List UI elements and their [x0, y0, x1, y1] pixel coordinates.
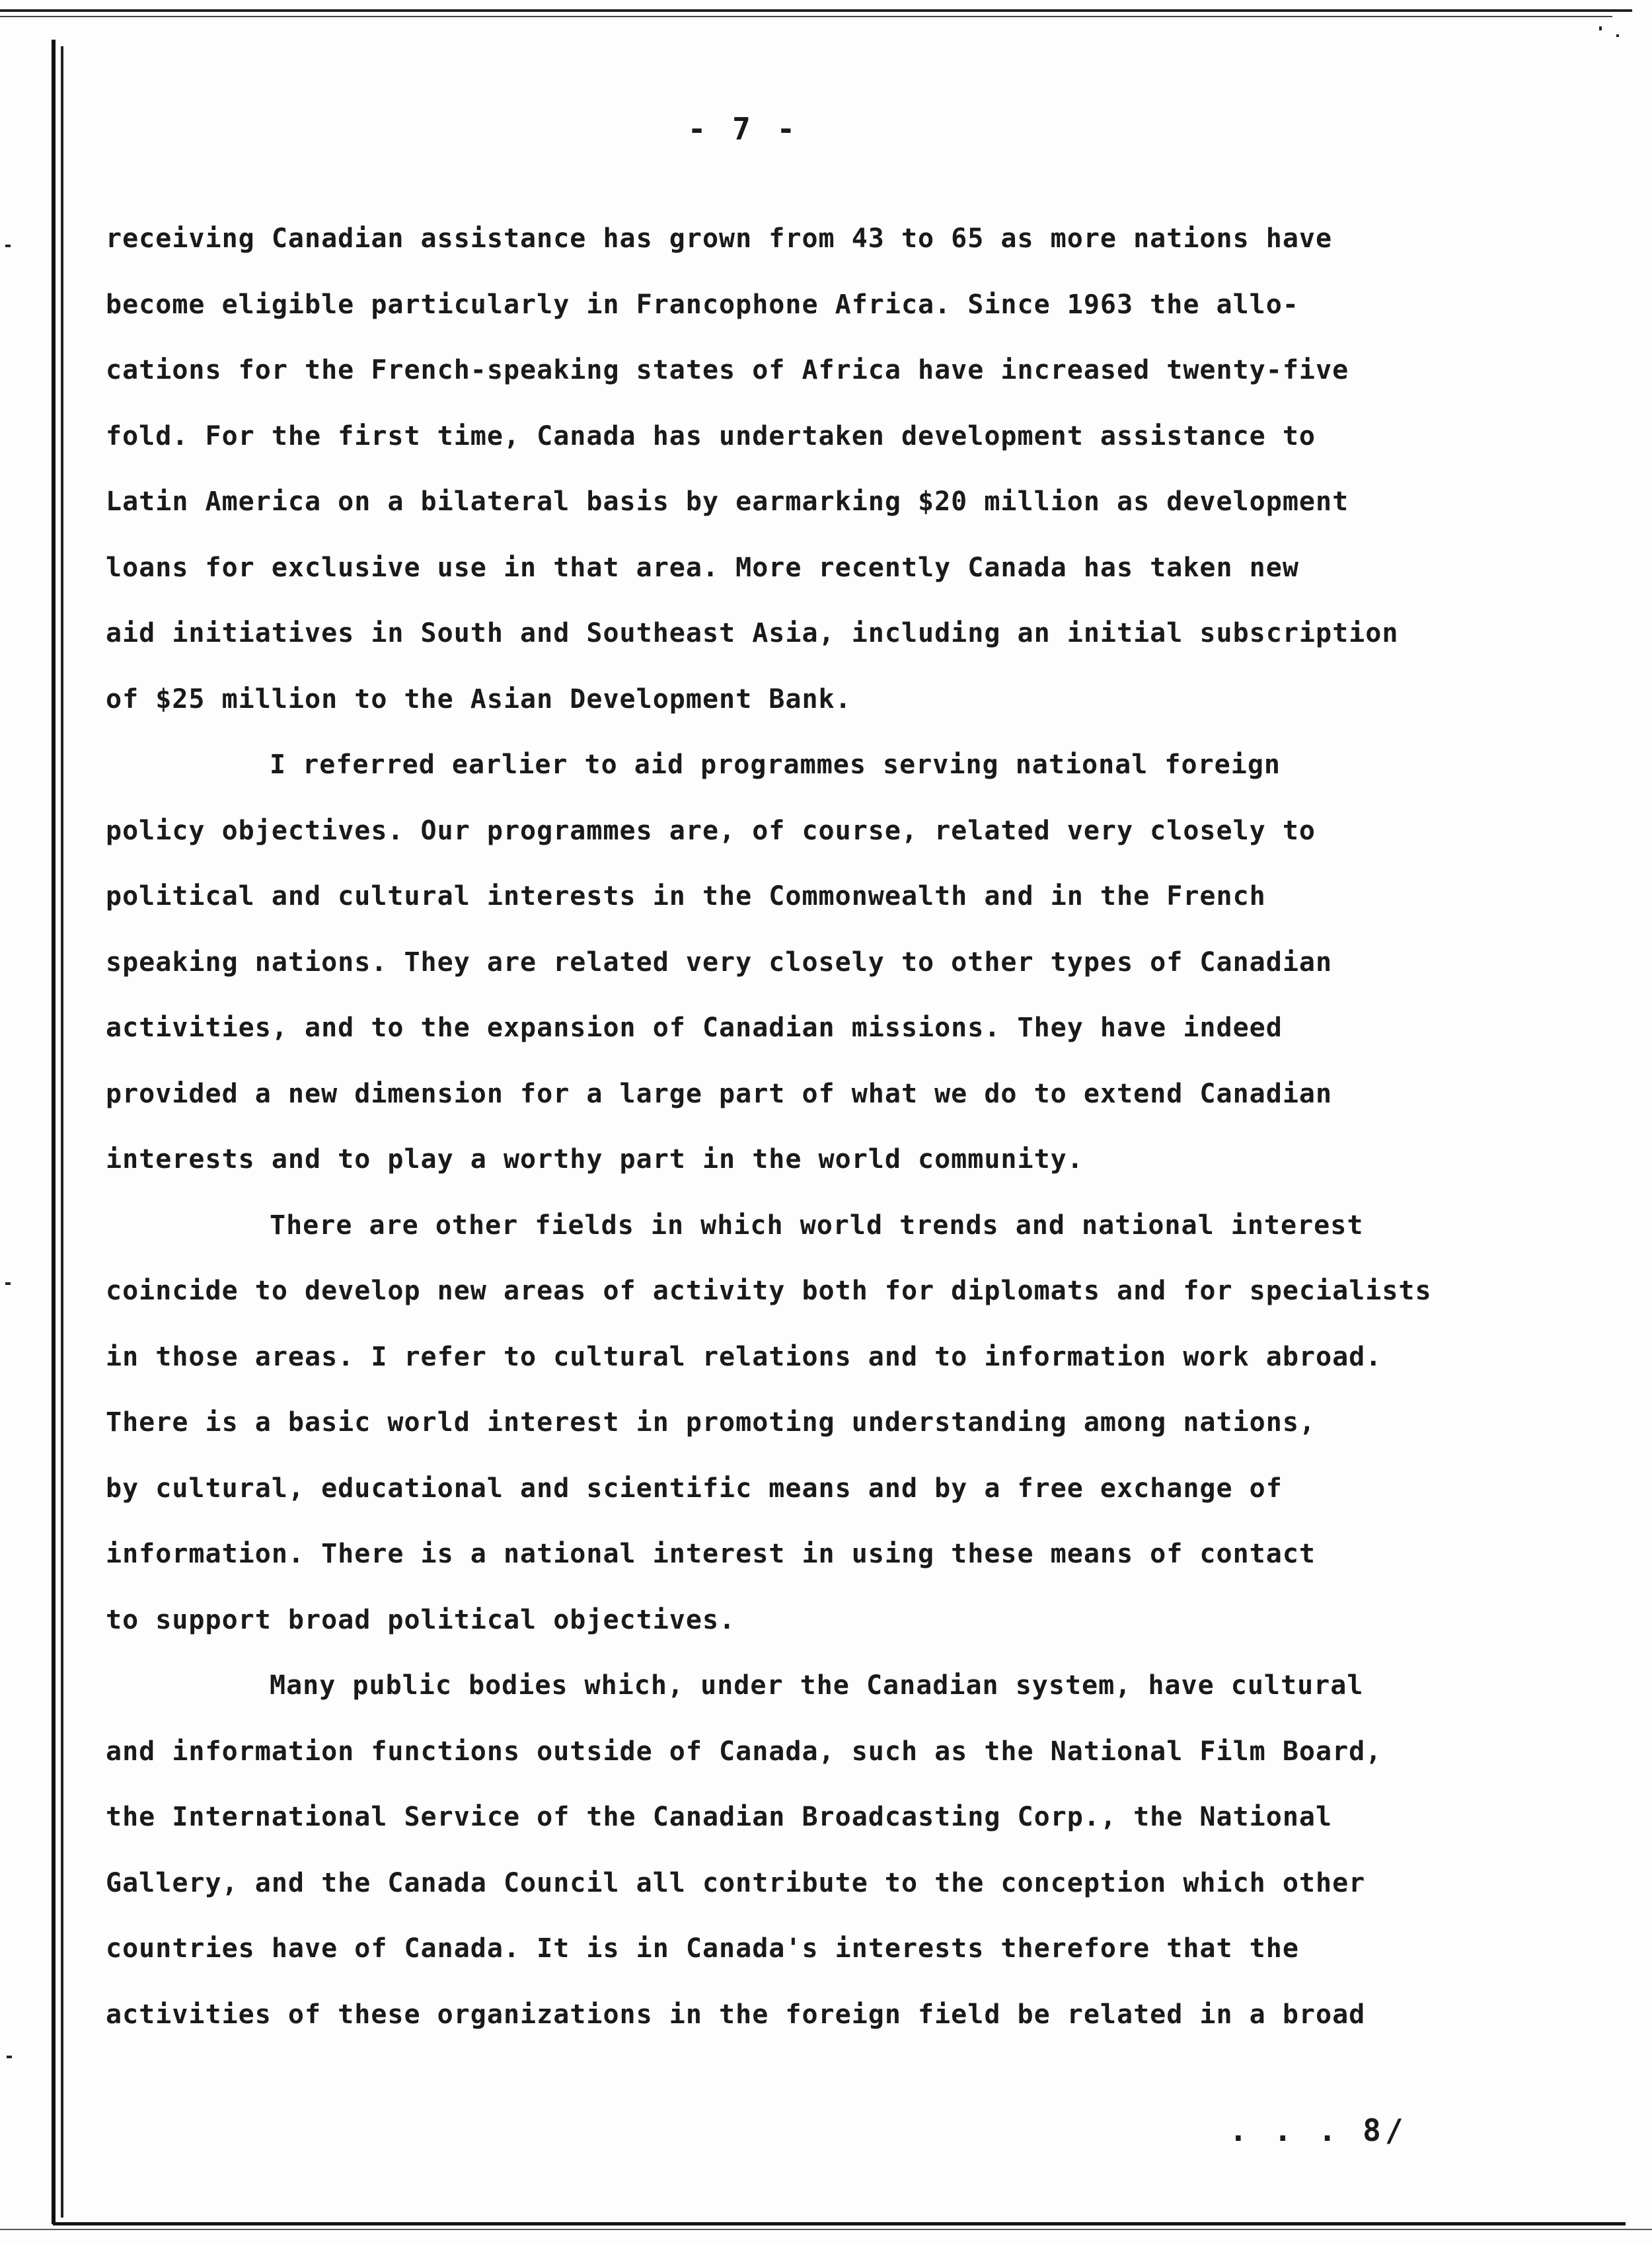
text-line: in those areas. I refer to cultural relations and to information work abroad.: [106, 1341, 1382, 1372]
text-line: become eligible particularly in Francophone Africa. Since 1963 the allo-: [106, 289, 1299, 320]
text-line: activities, and to the expansion of Canadian missions. They have indeed: [106, 1013, 1283, 1043]
page-border-bottom-outer: [0, 2229, 1652, 2230]
text-line: Latin America on a bilateral basis by earmarking $20 million as development: [106, 486, 1349, 517]
page-border-bottom: [53, 2222, 1626, 2225]
body-text: [106, 206, 1500, 2048]
text-line: receiving Canadian assistance has grown from 43 to 65 as more nations have: [106, 223, 1333, 254]
text-line: Gallery, and the Canada Council all contribute to the conception which other: [106, 1867, 1366, 1898]
text-line: activities of these organizations in the foreign field be related in a broad: [106, 1999, 1366, 2030]
text-line: to support broad political objectives.: [106, 1604, 736, 1635]
scan-speck: [1616, 34, 1619, 37]
text-line: coincide to develop new areas of activity both for diplomats and for specialists: [106, 1276, 1432, 1306]
text-line: fold. For the first time, Canada has undertaken development assistance to: [106, 420, 1316, 451]
text-line: Many public bodies which, under the Canadian system, have cultural: [270, 1670, 1364, 1701]
text-line: by cultural, educational and scientific means and by a free exchange of: [106, 1473, 1283, 1504]
text-line: policy objectives. Our programmes are, of course, related very closely to: [106, 815, 1316, 846]
text-line: speaking nations. They are related very closely to other types of Canadian: [106, 947, 1333, 978]
text-line: There are other fields in which world trends and national interest: [270, 1210, 1364, 1241]
text-line: political and cultural interests in the Commonwealth and in the French: [106, 881, 1266, 911]
page-border-left-inner: [61, 46, 63, 2218]
page-border-left: [52, 40, 56, 2224]
scan-speck: [5, 245, 11, 247]
text-line: countries have of Canada. It is in Canada's interests therefore that the: [106, 1933, 1299, 1964]
scan-speck: [7, 2056, 12, 2058]
page-border-top-inner: [0, 16, 1612, 17]
text-line: and information functions outside of Canada, such as the National Film Board,: [106, 1736, 1382, 1767]
text-line: of $25 million to the Asian Development Bank.: [106, 683, 852, 715]
text-line: I referred earlier to aid programmes serving national foreign: [270, 750, 1281, 780]
text-line: aid initiatives in South and Southeast Asia, including an initial subscription: [106, 618, 1399, 648]
scan-speck: [5, 1282, 11, 1285]
page-border-top: [0, 9, 1632, 12]
text-line: provided a new dimension for a large part of what we do to extend Canadian: [106, 1078, 1333, 1109]
text-line: interests and to play a worthy part in the world community.: [106, 1144, 1084, 1175]
text-line: information. There is a national interest in using these means of contact: [106, 1539, 1316, 1569]
text-line: the International Service of the Canadian Broadcasting Corp., the National: [106, 1802, 1333, 1832]
page-number: - 7 -: [687, 111, 800, 147]
text-line: cations for the French-speaking states of Africa have increased twenty-five: [106, 355, 1349, 385]
text-line: loans for exclusive use in that area. More recently Canada has taken new: [106, 552, 1299, 583]
text-line: There is a basic world interest in promoting understanding among nations,: [106, 1407, 1316, 1438]
scan-speck: [1599, 26, 1602, 30]
continuation-marker: . . . 8/: [1229, 2112, 1408, 2148]
